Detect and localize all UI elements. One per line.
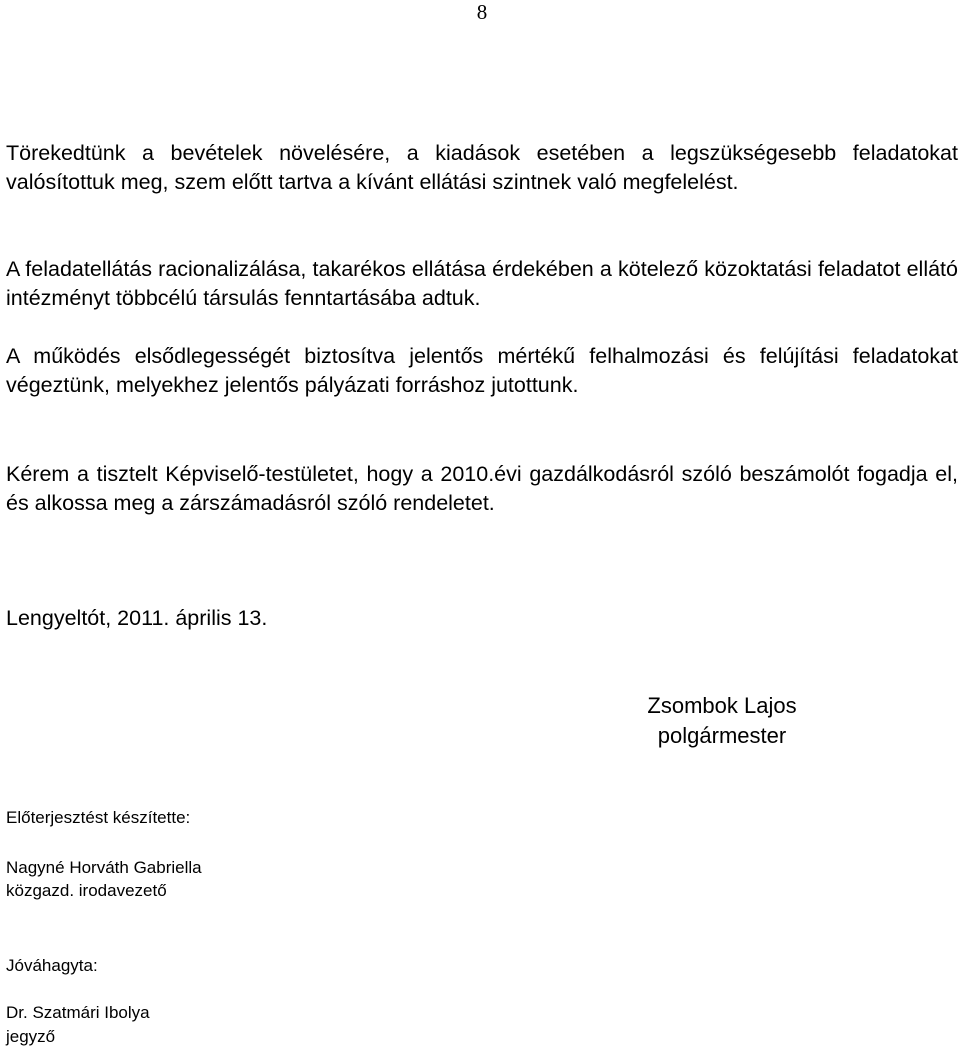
prepared-by-label: Előterjesztést készítette: (6, 808, 191, 827)
prepared-by-name: Nagyné Horváth Gabriella (6, 858, 202, 877)
signatory-title: polgármester (657, 723, 787, 748)
approved-by-label: Jóváhagyta: (6, 956, 98, 975)
paragraph-investments: A működés elsődlegességét biztosítva jelentős mértékű felhalmozási és felújítási feladatokat végeztünk, melyekhez jelentős pályázati forráshoz jutottunk. (6, 344, 958, 397)
signatory-name: Zsombok Lajos (647, 693, 797, 718)
place-date: Lengyeltót, 2011. április 13. (6, 606, 268, 630)
paragraph-revenue: Törekedtünk a bevételek növelésére, a kiadások esetében a legszükségesebb feladatokat valósítottuk meg, szem előtt tartva a kívánt ellátási szintnek való megfelelést. (6, 141, 958, 194)
approved-by-title: jegyző (6, 1027, 56, 1046)
prepared-by-title: közgazd. irodavezető (6, 881, 167, 900)
page-number: 8 (476, 0, 488, 24)
approved-by-name: Dr. Szatmári Ibolya (6, 1003, 150, 1022)
paragraph-rationalization: A feladatellátás racionalizálása, takarékos ellátása érdekében a kötelező közoktatási feladatot ellátó intézményt többcélú társulás fenntartásába adtuk. (6, 257, 958, 310)
paragraph-request: Kérem a tisztelt Képviselő-testületet, hogy a 2010.évi gazdálkodásról szóló beszámolót fogadja el, és alkossa meg a zárszámadásról szóló rendeletet. (6, 462, 958, 515)
